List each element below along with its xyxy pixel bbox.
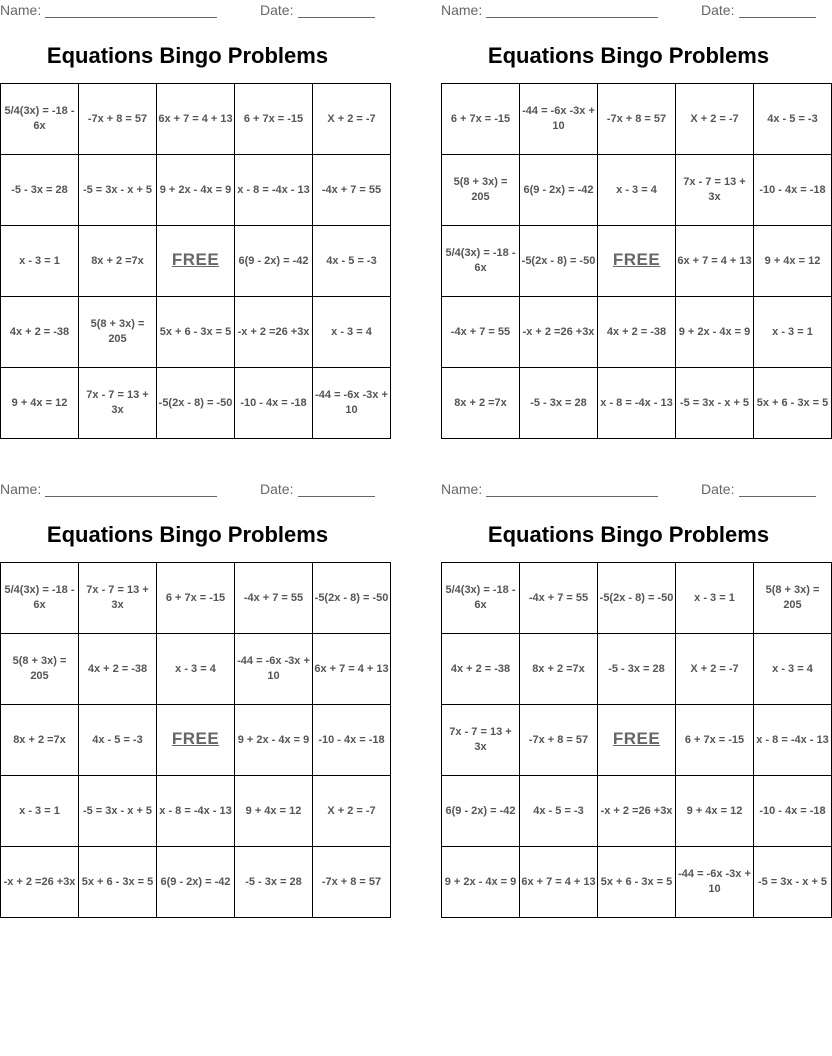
bingo-cell: 5x + 6 - 3x = 5: [79, 847, 157, 918]
bingo-cell: -5 - 3x = 28: [598, 634, 676, 705]
bingo-cell: -4x + 7 = 55: [313, 155, 391, 226]
bingo-cell: X + 2 = -7: [313, 776, 391, 847]
free-space-label: FREE: [612, 729, 661, 748]
free-space-cell: [157, 226, 235, 297]
bingo-cell: -5 - 3x = 28: [235, 847, 313, 918]
grid-row: [442, 297, 832, 368]
name-blank-line: [486, 17, 658, 18]
bingo-cell: 5(8 + 3x) = 205: [442, 155, 520, 226]
free-space-label: FREE: [171, 250, 220, 269]
name-label: Name:: [441, 2, 483, 18]
bingo-cell: 9 + 4x = 12: [235, 776, 313, 847]
free-space-label: FREE: [612, 250, 661, 269]
grid-row: [1, 84, 391, 155]
bingo-cell: 4x - 5 = -3: [754, 84, 832, 155]
card-title: Equations Bingo Problems: [46, 43, 329, 68]
bingo-cell: x - 3 = 1: [676, 563, 754, 634]
name-date-row: [441, 2, 816, 20]
card-title: Equations Bingo Problems: [487, 43, 770, 68]
bingo-cell: -7x + 8 = 57: [79, 84, 157, 155]
bingo-cell: -10 - 4x = -18: [313, 705, 391, 776]
grid-row: [442, 563, 832, 634]
date-blank-line: [298, 17, 375, 18]
bingo-cell: -x + 2 =26 +3x: [1, 847, 79, 918]
bingo-cell: X + 2 = -7: [313, 84, 391, 155]
bingo-cell: x - 8 = -4x - 13: [235, 155, 313, 226]
grid-row: [442, 226, 832, 297]
bingo-cell: -7x + 8 = 57: [598, 84, 676, 155]
bingo-cell: 9 + 4x = 12: [754, 226, 832, 297]
bingo-cell: 9 + 2x - 4x = 9: [157, 155, 235, 226]
grid-row: [1, 847, 391, 918]
bingo-cell: x - 3 = 4: [313, 297, 391, 368]
bingo-cell: X + 2 = -7: [676, 634, 754, 705]
bingo-grid: [441, 83, 832, 439]
date-blank-line: [739, 496, 816, 497]
bingo-cell: X + 2 = -7: [676, 84, 754, 155]
bingo-cell: 6 + 7x = -15: [235, 84, 313, 155]
bingo-cell: 5/4(3x) = -18 - 6x: [442, 563, 520, 634]
bingo-cell: -44 = -6x -3x + 10: [235, 634, 313, 705]
bingo-cell: 6(9 - 2x) = -42: [235, 226, 313, 297]
bingo-cell: 6(9 - 2x) = -42: [442, 776, 520, 847]
bingo-cell: -x + 2 =26 +3x: [235, 297, 313, 368]
bingo-cell: x - 3 = 1: [754, 297, 832, 368]
bingo-cell: 5/4(3x) = -18 - 6x: [1, 563, 79, 634]
bingo-cell: -x + 2 =26 +3x: [520, 297, 598, 368]
date-label: Date:: [260, 481, 294, 497]
name-date-row: [441, 481, 816, 499]
bingo-cell: 5(8 + 3x) = 205: [754, 563, 832, 634]
free-space-cell: [598, 226, 676, 297]
bingo-cell: 4x + 2 = -38: [598, 297, 676, 368]
grid-row: [442, 847, 832, 918]
grid-row: [1, 368, 391, 439]
bingo-cell: x - 3 = 4: [598, 155, 676, 226]
date-blank-line: [298, 496, 375, 497]
bingo-cell: 5/4(3x) = -18 - 6x: [1, 84, 79, 155]
bingo-cell: 9 + 4x = 12: [1, 368, 79, 439]
bingo-grid: [0, 83, 391, 439]
grid-row: [442, 155, 832, 226]
bingo-cell: x - 3 = 1: [1, 776, 79, 847]
grid-row: [1, 297, 391, 368]
bingo-cell: -4x + 7 = 55: [520, 563, 598, 634]
bingo-cell: 4x - 5 = -3: [313, 226, 391, 297]
name-label: Name:: [441, 481, 483, 497]
bingo-cell: -4x + 7 = 55: [442, 297, 520, 368]
name-date-row: [0, 481, 375, 499]
bingo-cell: -5 - 3x = 28: [520, 368, 598, 439]
bingo-cell: 6x + 7 = 4 + 13: [157, 84, 235, 155]
bingo-cell: x - 3 = 1: [1, 226, 79, 297]
grid-row: [1, 634, 391, 705]
bingo-cell: 9 + 2x - 4x = 9: [442, 847, 520, 918]
bingo-cell: 8x + 2 =7x: [1, 705, 79, 776]
bingo-cell: 6x + 7 = 4 + 13: [313, 634, 391, 705]
grid-row: [442, 776, 832, 847]
bingo-cell: 8x + 2 =7x: [520, 634, 598, 705]
bingo-cell: x - 3 = 4: [157, 634, 235, 705]
card-title: Equations Bingo Problems: [487, 522, 770, 547]
free-space-cell: [157, 705, 235, 776]
bingo-cell: 5(8 + 3x) = 205: [79, 297, 157, 368]
date-label: Date:: [260, 2, 294, 18]
grid-row: [442, 84, 832, 155]
card-title: Equations Bingo Problems: [46, 522, 329, 547]
bingo-cell: 5(8 + 3x) = 205: [1, 634, 79, 705]
bingo-cell: 4x - 5 = -3: [79, 705, 157, 776]
bingo-grid: [441, 562, 832, 918]
bingo-cell: -44 = -6x -3x + 10: [520, 84, 598, 155]
bingo-cell: 9 + 2x - 4x = 9: [235, 705, 313, 776]
bingo-cell: 6 + 7x = -15: [157, 563, 235, 634]
bingo-cell: -10 - 4x = -18: [235, 368, 313, 439]
bingo-cell: 6(9 - 2x) = -42: [520, 155, 598, 226]
bingo-cell: 7x - 7 = 13 + 3x: [442, 705, 520, 776]
bingo-cell: -44 = -6x -3x + 10: [676, 847, 754, 918]
bingo-cell: 5/4(3x) = -18 - 6x: [442, 226, 520, 297]
free-space-cell: [598, 705, 676, 776]
bingo-cell: -10 - 4x = -18: [754, 776, 832, 847]
bingo-cell: x - 8 = -4x - 13: [754, 705, 832, 776]
name-label: Name:: [0, 2, 42, 18]
bingo-cell: 5x + 6 - 3x = 5: [754, 368, 832, 439]
grid-row: [1, 705, 391, 776]
grid-row: [1, 563, 391, 634]
grid-row: [1, 776, 391, 847]
name-label: Name:: [0, 481, 42, 497]
bingo-cell: 5x + 6 - 3x = 5: [598, 847, 676, 918]
bingo-cell: x - 3 = 4: [754, 634, 832, 705]
bingo-cell: -5 = 3x - x + 5: [676, 368, 754, 439]
bingo-cell: -5(2x - 8) = -50: [157, 368, 235, 439]
bingo-cell: 4x - 5 = -3: [520, 776, 598, 847]
grid-row: [442, 368, 832, 439]
bingo-cell: 7x - 7 = 13 + 3x: [79, 368, 157, 439]
bingo-cell: 4x + 2 = -38: [1, 297, 79, 368]
bingo-cell: -7x + 8 = 57: [520, 705, 598, 776]
bingo-cell: 4x + 2 = -38: [79, 634, 157, 705]
bingo-grid: [0, 562, 391, 918]
bingo-cell: 8x + 2 =7x: [442, 368, 520, 439]
grid-row: [442, 634, 832, 705]
bingo-cell: -10 - 4x = -18: [754, 155, 832, 226]
bingo-cell: 6(9 - 2x) = -42: [157, 847, 235, 918]
bingo-cell: -5(2x - 8) = -50: [520, 226, 598, 297]
bingo-cell: -7x + 8 = 57: [313, 847, 391, 918]
bingo-cell: 7x - 7 = 13 + 3x: [79, 563, 157, 634]
bingo-cell: -44 = -6x -3x + 10: [313, 368, 391, 439]
bingo-cell: -5(2x - 8) = -50: [313, 563, 391, 634]
bingo-cell: -5 = 3x - x + 5: [79, 776, 157, 847]
name-blank-line: [486, 496, 658, 497]
name-blank-line: [45, 17, 217, 18]
bingo-cell: x - 8 = -4x - 13: [157, 776, 235, 847]
bingo-cell: -5 - 3x = 28: [1, 155, 79, 226]
bingo-cell: 4x + 2 = -38: [442, 634, 520, 705]
date-blank-line: [739, 17, 816, 18]
bingo-cell: 8x + 2 =7x: [79, 226, 157, 297]
bingo-cell: 6x + 7 = 4 + 13: [676, 226, 754, 297]
free-space-label: FREE: [171, 729, 220, 748]
bingo-cell: 6x + 7 = 4 + 13: [520, 847, 598, 918]
grid-row: [1, 226, 391, 297]
date-label: Date:: [701, 2, 735, 18]
name-blank-line: [45, 496, 217, 497]
bingo-cell: -4x + 7 = 55: [235, 563, 313, 634]
bingo-cell: 5x + 6 - 3x = 5: [157, 297, 235, 368]
bingo-cell: 6 + 7x = -15: [676, 705, 754, 776]
bingo-cell: x - 8 = -4x - 13: [598, 368, 676, 439]
bingo-cell: 7x - 7 = 13 + 3x: [676, 155, 754, 226]
bingo-cell: 6 + 7x = -15: [442, 84, 520, 155]
grid-row: [442, 705, 832, 776]
grid-row: [1, 155, 391, 226]
bingo-cell: -x + 2 =26 +3x: [598, 776, 676, 847]
bingo-cell: 9 + 4x = 12: [676, 776, 754, 847]
name-date-row: [0, 2, 375, 20]
bingo-cell: 9 + 2x - 4x = 9: [676, 297, 754, 368]
bingo-cell: -5 = 3x - x + 5: [79, 155, 157, 226]
date-label: Date:: [701, 481, 735, 497]
bingo-cell: -5(2x - 8) = -50: [598, 563, 676, 634]
bingo-cell: -5 = 3x - x + 5: [754, 847, 832, 918]
